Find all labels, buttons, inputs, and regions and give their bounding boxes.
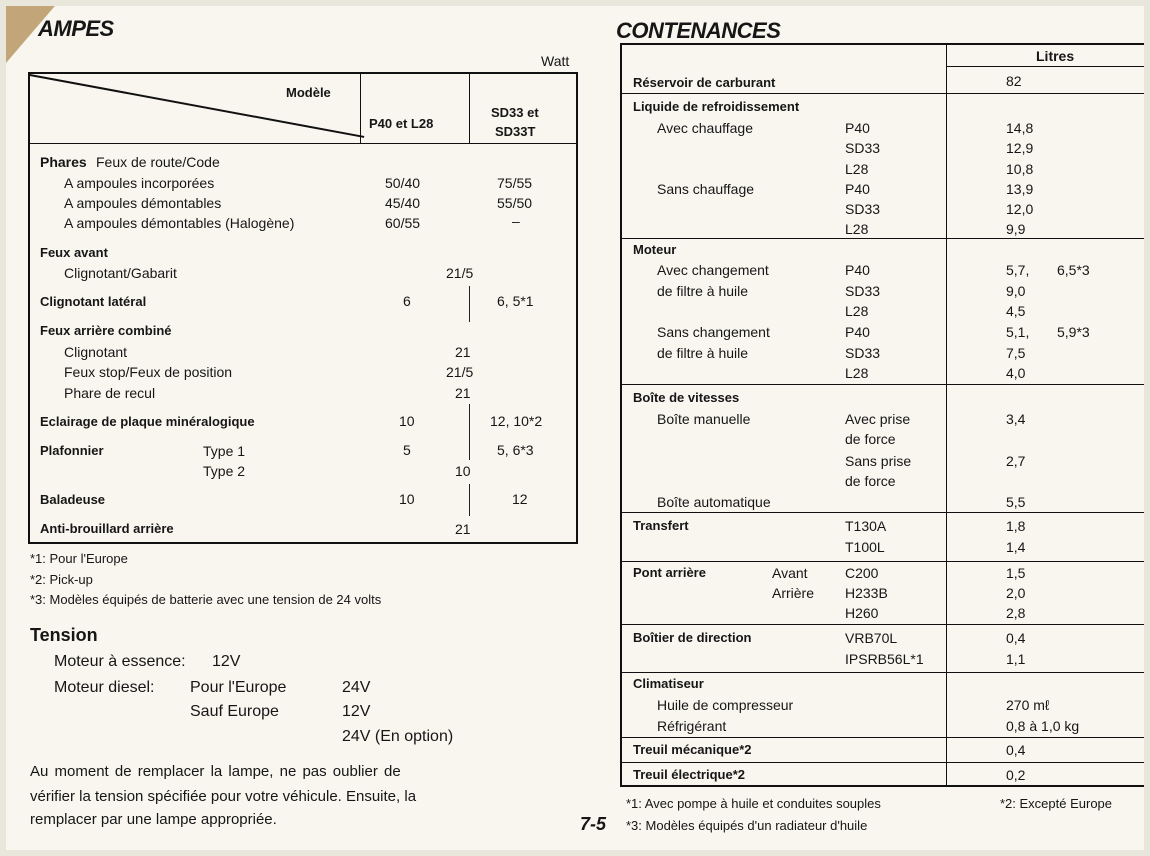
diesel-europe-label: Pour l'Europe (190, 679, 287, 696)
row-boite-automatique: Boîte automatique (657, 494, 771, 510)
model-ipsrb56l: IPSRB56L*1 (845, 651, 924, 667)
contenances-footnote-3: *3: Modèles équipés d'un radiateur d'huile (626, 818, 868, 833)
row-climatiseur: Climatiseur (633, 676, 704, 691)
col-sd33-header-line2: SD33T (495, 124, 536, 139)
value-clignotant: 21 (455, 344, 471, 360)
value-t100l: 1,4 (1006, 539, 1026, 555)
lampes-header-rule (28, 143, 578, 144)
value-halogene-p40: 60/55 (385, 215, 421, 231)
lampes-header-divider-1 (360, 72, 361, 144)
row-boite-vitesses: Boîte de vitesses (633, 390, 740, 405)
value-sans-prise: 2,7 (1006, 453, 1026, 469)
tension-title: Tension (30, 625, 98, 645)
value-eclairage-p40: 10 (399, 413, 415, 429)
row-avec-changement: Avec changement (657, 262, 769, 278)
value-reservoir: 82 (1006, 73, 1022, 89)
lampes-footnote-1: *1: Pour l'Europe (30, 551, 128, 566)
value-mac-p40: 5,7, (1006, 262, 1030, 278)
model-ac-l28: L28 (845, 161, 869, 177)
lampes-footnote-3: *3: Modèles équipés de batterie avec une tension de 24 volts (30, 592, 382, 607)
essence-value: 12V (212, 653, 241, 670)
row-pont-avant: Avant (772, 565, 808, 581)
value-clignotant-gabarit: 21/5 (446, 265, 474, 281)
model-h260: H260 (845, 605, 879, 621)
value-msc-p40-radiator: 5,9*3 (1057, 324, 1090, 340)
model-mac-sd33: SD33 (845, 283, 881, 299)
value-sc-p40: 13,9 (1006, 181, 1034, 197)
rule-after-direction (620, 672, 1150, 673)
value-demontables-sd33: 55/50 (497, 195, 533, 211)
value-h260: 2,8 (1006, 605, 1026, 621)
lampes-title: AMPES (38, 16, 114, 41)
value-incorporees-sd33: 75/55 (497, 175, 533, 191)
value-eclairage-sd33: 12, 10*2 (490, 413, 543, 429)
value-treuil-electrique: 0,2 (1006, 767, 1026, 783)
value-clignotant-lateral-sd33: 6, 5*1 (497, 293, 534, 309)
contenances-footnote-2: *2: Excepté Europe (1000, 796, 1113, 811)
row-boitier-direction: Boîtier de direction (633, 630, 752, 645)
value-type2: 10 (455, 463, 471, 479)
value-incorporees-p40: 50/40 (385, 175, 421, 191)
value-ac-l28: 10,8 (1006, 161, 1034, 177)
watt-unit-label: Watt (541, 53, 570, 69)
row-pont-arriere: Pont arrière (633, 565, 706, 580)
row-feux-avant: Feux avant (40, 245, 108, 260)
value-msc-sd33: 7,5 (1006, 345, 1026, 361)
lampes-header-divider-2 (469, 72, 470, 144)
row-sans-prise-de-force: de force (845, 473, 896, 489)
row-pont-arriere-sub: Arrière (772, 585, 815, 601)
value-ac-sd33: 12,9 (1006, 140, 1034, 156)
value-treuil-mecanique: 0,4 (1006, 742, 1026, 758)
tension-note-line-3: remplacer par une lampe appropriée. (30, 811, 277, 828)
value-anti-brouillard: 21 (455, 521, 471, 537)
value-h233b: 2,0 (1006, 585, 1026, 601)
row-phare-recul: Phare de recul (64, 385, 156, 401)
row-sans-prise: Sans prise (845, 453, 912, 469)
value-feux-stop-position: 21/5 (446, 364, 474, 380)
row-treuil-electrique: Treuil électrique*2 (633, 767, 745, 782)
essence-label: Moteur à essence: (54, 653, 186, 670)
model-t100l: T100L (845, 539, 885, 555)
row-reservoir: Réservoir de carburant (633, 75, 776, 90)
row-ampoules-demontables: A ampoules démontables (64, 195, 222, 211)
row-ampoules-halogene: A ampoules démontables (Halogène) (64, 215, 295, 231)
rule-after-pont (620, 624, 1150, 625)
tension-note-line-2: vérifier la tension spécifiée pour votre véhicule. Ensuite, la (30, 788, 417, 805)
value-msc-p40: 5,1, (1006, 324, 1030, 340)
value-phare-recul: 21 (455, 385, 471, 401)
rule-after-liquide (620, 238, 1150, 239)
model-sc-p40: P40 (845, 181, 870, 197)
row-feux-arriere-combine: Feux arrière combiné (40, 323, 172, 338)
value-baladeuse-sd33: 12 (512, 491, 528, 507)
model-mac-l28: L28 (845, 303, 869, 319)
contenances-title: CONTENANCES (616, 18, 781, 43)
value-clignotant-lateral-p40: 6 (403, 293, 411, 309)
row-clignotant: Clignotant (64, 344, 128, 360)
litres-header: Litres (1036, 48, 1075, 64)
row-plafonnier: Plafonnier (40, 443, 104, 458)
row-sans-changement: Sans changement (657, 324, 770, 340)
row-baladeuse: Baladeuse (40, 492, 106, 507)
row-treuil-mecanique: Treuil mécanique*2 (633, 742, 752, 757)
model-h233b: H233B (845, 585, 888, 601)
diesel-europe-value: 24V (342, 679, 371, 696)
contenances-value-column-divider (946, 43, 947, 786)
row-avec-changement-filtre: de filtre à huile (657, 283, 749, 299)
model-ac-p40: P40 (845, 120, 870, 136)
divider-baladeuse (469, 484, 470, 516)
row-plafonnier-type2: Type 2 (203, 463, 246, 479)
value-baladeuse-p40: 10 (399, 491, 415, 507)
rule-after-treuil-mecanique (620, 762, 1150, 763)
rule-after-moteur (620, 384, 1150, 385)
model-msc-sd33: SD33 (845, 345, 881, 361)
value-demontables-p40: 45/40 (385, 195, 421, 211)
row-phares-sub: Feux de route/Code (96, 154, 220, 170)
col-sd33-header-line1: SD33 et (491, 105, 539, 120)
row-clignotant-gabarit: Clignotant/Gabarit (64, 265, 177, 281)
value-sc-l28: 9,9 (1006, 221, 1026, 237)
header-diagonal-line (30, 74, 365, 137)
rule-after-reservoir (620, 93, 1150, 94)
row-avec-chauffage: Avec chauffage (657, 120, 754, 136)
contenances-footnote-1: *1: Avec pompe à huile et conduites souples (626, 796, 881, 811)
tension-note-line-1: Au moment de remplacer la lampe, ne pas oublier de (30, 763, 401, 780)
value-mac-sd33: 9,0 (1006, 283, 1026, 299)
model-msc-p40: P40 (845, 324, 870, 340)
page-number: 7-5 (580, 814, 607, 834)
value-refrigerant: 0,8 à 1,0 kg (1006, 718, 1080, 734)
contenances-header-rule (946, 66, 1150, 67)
row-liquide-refroidissement: Liquide de refroidissement (633, 99, 800, 114)
modele-header: Modèle (286, 85, 331, 100)
model-vrb70l: VRB70L (845, 630, 898, 646)
model-sc-sd33: SD33 (845, 201, 881, 217)
diesel-sauf-europe-label: Sauf Europe (190, 703, 279, 720)
diesel-label: Moteur diesel: (54, 679, 155, 696)
rule-after-transfert (620, 561, 1150, 562)
row-transfert: Transfert (633, 518, 689, 533)
value-type1-p40: 5 (403, 442, 411, 458)
row-avec-prise: Avec prise (845, 411, 911, 427)
row-moteur: Moteur (633, 242, 677, 257)
model-mac-p40: P40 (845, 262, 870, 278)
row-huile-compresseur: Huile de compresseur (657, 697, 794, 713)
rule-after-boite (620, 512, 1150, 513)
diesel-sauf-europe-value: 12V (342, 703, 371, 720)
row-sans-chauffage: Sans chauffage (657, 181, 755, 197)
value-type1-sd33: 5, 6*3 (497, 442, 534, 458)
row-anti-brouillard: Anti-brouillard arrière (40, 521, 174, 536)
rule-after-climatiseur (620, 737, 1150, 738)
row-eclairage-plaque: Eclairage de plaque minéralogique (40, 414, 255, 429)
value-ac-p40: 14,8 (1006, 120, 1034, 136)
value-vrb70l: 0,4 (1006, 630, 1026, 646)
col-p40-l28-header: P40 et L28 (369, 116, 434, 131)
row-sans-changement-filtre: de filtre à huile (657, 345, 749, 361)
value-mac-p40-radiator: 6,5*3 (1057, 262, 1090, 278)
row-phares: Phares (40, 154, 87, 170)
value-ipsrb56l: 1,1 (1006, 651, 1026, 667)
divider-clignotant-lateral (469, 286, 470, 322)
row-feux-stop-position: Feux stop/Feux de position (64, 364, 233, 380)
value-c200: 1,5 (1006, 565, 1026, 581)
row-avec-prise-de-force: de force (845, 431, 896, 447)
row-clignotant-lateral: Clignotant latéral (40, 294, 147, 309)
model-t130a: T130A (845, 518, 887, 534)
value-huile-compresseur: 270 mℓ (1006, 697, 1050, 713)
divider-eclairage (469, 404, 470, 440)
row-plafonnier-type1: Type 1 (203, 443, 246, 459)
row-ampoules-incorporees: A ampoules incorporées (64, 175, 215, 191)
lampes-footnote-2: *2: Pick-up (30, 572, 93, 587)
value-halogene-sd33: – (512, 213, 520, 229)
model-c200: C200 (845, 565, 879, 581)
diesel-option-value: 24V (En option) (342, 728, 454, 745)
model-sc-l28: L28 (845, 221, 869, 237)
divider-plafonnier (469, 436, 470, 460)
value-t130a: 1,8 (1006, 518, 1026, 534)
model-ac-sd33: SD33 (845, 140, 881, 156)
value-avec-prise: 3,4 (1006, 411, 1026, 427)
value-mac-l28: 4,5 (1006, 303, 1026, 319)
value-msc-l28: 4,0 (1006, 365, 1026, 381)
value-boite-automatique: 5,5 (1006, 494, 1026, 510)
model-msc-l28: L28 (845, 365, 869, 381)
value-sc-sd33: 12,0 (1006, 201, 1034, 217)
row-boite-manuelle: Boîte manuelle (657, 411, 751, 427)
row-refrigerant: Réfrigérant (657, 718, 727, 734)
